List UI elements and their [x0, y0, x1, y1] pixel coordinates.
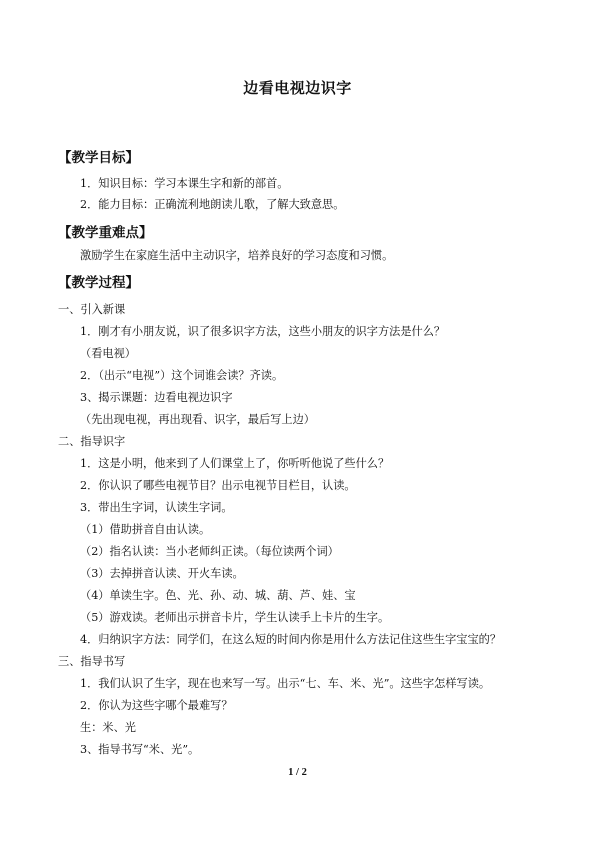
process-line: 三、指导书写	[58, 655, 126, 668]
page-number: 1 / 2	[288, 767, 307, 778]
process-line: 生：米、光	[80, 721, 136, 734]
process-line: 1．这是小明，他来到了人们课堂上了，你听听他说了些什么？	[80, 457, 390, 470]
section-heading-process: 【教学过程】	[58, 275, 139, 291]
process-line: 二、指导识字	[58, 435, 126, 448]
section-heading-objectives: 【教学目标】	[58, 150, 139, 166]
key-points-line: 激励学生在家庭生活中主动识字，培养良好的学习态度和习惯。	[80, 249, 394, 262]
process-line: 1．刚才有小朋友说，识了很多识字方法，这些小朋友的识字方法是什么？	[80, 325, 446, 338]
process-line: 一、引入新课	[58, 303, 126, 316]
process-line: （1）借助拼音自由认读。	[80, 523, 211, 536]
process-line: （5）游戏读。老师出示拼音卡片，学生认读手上卡片的生字。	[80, 611, 390, 624]
process-line: 2．（出示“电视”）这个词谁会读？齐读。	[80, 369, 284, 382]
process-line: （先出现电视，再出现看、识字，最后写上边）	[80, 413, 315, 426]
process-line: （3）去掉拼音认读、开火车读。	[80, 567, 244, 580]
process-line: 2．你认识了哪些电视节目？出示电视节目栏目，认读。	[80, 479, 356, 492]
process-line: 1．我们认识了生字，现在也来写一写。出示“七、车、米、光”。这些字怎样写读。	[80, 677, 491, 690]
process-line: （2）指名认读：当小老师纠正读。（每位读两个词）	[80, 545, 339, 558]
process-line: （看电视）	[80, 347, 136, 360]
process-line: 4．归纳识字方法：同学们，在这么短的时间内你是用什么方法记住这些生字宝宝的？	[80, 633, 502, 646]
process-line: 3．带出生字词，认读生字词。	[80, 501, 233, 514]
process-line: （4）单读生字。色、光、孙、动、城、葫、芦、娃、宝	[80, 589, 356, 602]
objective-line-1: 1．知识目标：学习本课生字和新的部首。	[80, 177, 289, 190]
objective-line-2: 2．能力目标：正确流利地朗读儿歌，了解大致意思。	[80, 198, 345, 211]
document-title: 边看电视边识字	[243, 79, 352, 97]
section-heading-key-points: 【教学重难点】	[58, 225, 153, 241]
process-line: 2．你认为这些字哪个最难写？	[80, 699, 233, 712]
process-line: 3、揭示课题：边看电视边识字	[80, 391, 233, 404]
process-line: 3、指导书写“米、光”。	[80, 743, 200, 756]
